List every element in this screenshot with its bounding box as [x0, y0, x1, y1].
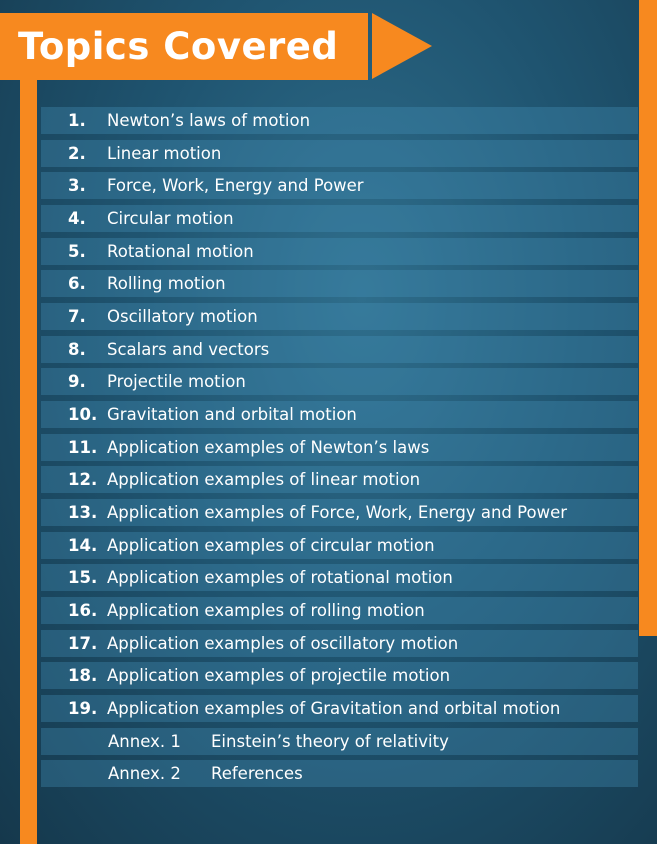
topic-row: [41, 238, 638, 265]
topic-number: 15.: [68, 568, 98, 587]
topic-number: 16.: [68, 601, 98, 620]
topic-text: Rolling motion: [107, 274, 226, 293]
topic-text: Oscillatory motion: [107, 307, 258, 326]
topic-text: Rotational motion: [107, 242, 254, 261]
topic-row: [41, 662, 638, 689]
topic-row: [41, 172, 638, 199]
topic-text: Application examples of oscillatory motion: [107, 634, 459, 653]
topic-row: [41, 597, 638, 624]
topic-number: 5.: [68, 242, 86, 261]
topic-text: Newton’s laws of motion: [107, 111, 311, 130]
topic-number: 4.: [68, 209, 86, 228]
topic-row: [41, 303, 638, 330]
topic-text: Scalars and vectors: [107, 340, 270, 359]
topic-row: [41, 336, 638, 363]
topic-number: 2.: [68, 144, 86, 163]
topic-text: Application examples of projectile motion: [107, 666, 451, 685]
topic-number: 19.: [68, 699, 98, 718]
annex-label: Annex. 2: [108, 764, 181, 783]
topic-row: [41, 205, 638, 232]
topic-row: [41, 140, 638, 167]
topic-text: Application examples of rolling motion: [107, 601, 425, 620]
topic-number: 13.: [68, 503, 98, 522]
topic-number: 14.: [68, 536, 98, 555]
topic-number: 3.: [68, 176, 86, 195]
topic-number: 6.: [68, 274, 86, 293]
topic-text: Gravitation and orbital motion: [107, 405, 357, 424]
topic-number: 11.: [68, 438, 98, 457]
title-banner: [0, 13, 368, 80]
topic-number: 9.: [68, 372, 86, 391]
topic-row: [41, 499, 638, 526]
left-accent-bar: [20, 70, 37, 844]
topic-text: Linear motion: [107, 144, 222, 163]
topic-number: 17.: [68, 634, 98, 653]
topic-number: 8.: [68, 340, 86, 359]
topic-number: 18.: [68, 666, 98, 685]
topic-row: [41, 434, 638, 461]
topic-text: Application examples of linear motion: [107, 470, 421, 489]
annex-row: [41, 728, 638, 755]
topic-row: [41, 466, 638, 493]
topic-text: Application examples of Newton’s laws: [107, 438, 430, 457]
topic-row: [41, 564, 638, 591]
topic-row: [41, 368, 638, 395]
annex-text: Einstein’s theory of relativity: [211, 732, 449, 751]
topic-text: Application examples of rotational motion: [107, 568, 453, 587]
arrow-right-icon: [372, 13, 432, 79]
topic-row: [41, 532, 638, 559]
topic-number: 1.: [68, 111, 86, 130]
topic-text: Application examples of circular motion: [107, 536, 435, 555]
topic-number: 12.: [68, 470, 98, 489]
topic-text: Force, Work, Energy and Power: [107, 176, 364, 195]
annex-row: [41, 760, 638, 787]
topic-text: Application examples of Force, Work, Energy and Power: [107, 503, 568, 522]
topic-row: [41, 695, 638, 722]
page-title: Topics Covered: [18, 25, 339, 68]
topic-text: Circular motion: [107, 209, 234, 228]
topic-row: [41, 270, 638, 297]
annex-text: References: [211, 764, 303, 783]
topic-text: Projectile motion: [107, 372, 246, 391]
topic-text: Application examples of Gravitation and orbital motion: [107, 699, 561, 718]
annex-label: Annex. 1: [108, 732, 181, 751]
topic-row: [41, 401, 638, 428]
right-accent-bar: [639, 0, 657, 636]
topic-number: 10.: [68, 405, 98, 424]
topic-number: 7.: [68, 307, 86, 326]
topic-row: [41, 630, 638, 657]
topic-row: [41, 107, 638, 134]
